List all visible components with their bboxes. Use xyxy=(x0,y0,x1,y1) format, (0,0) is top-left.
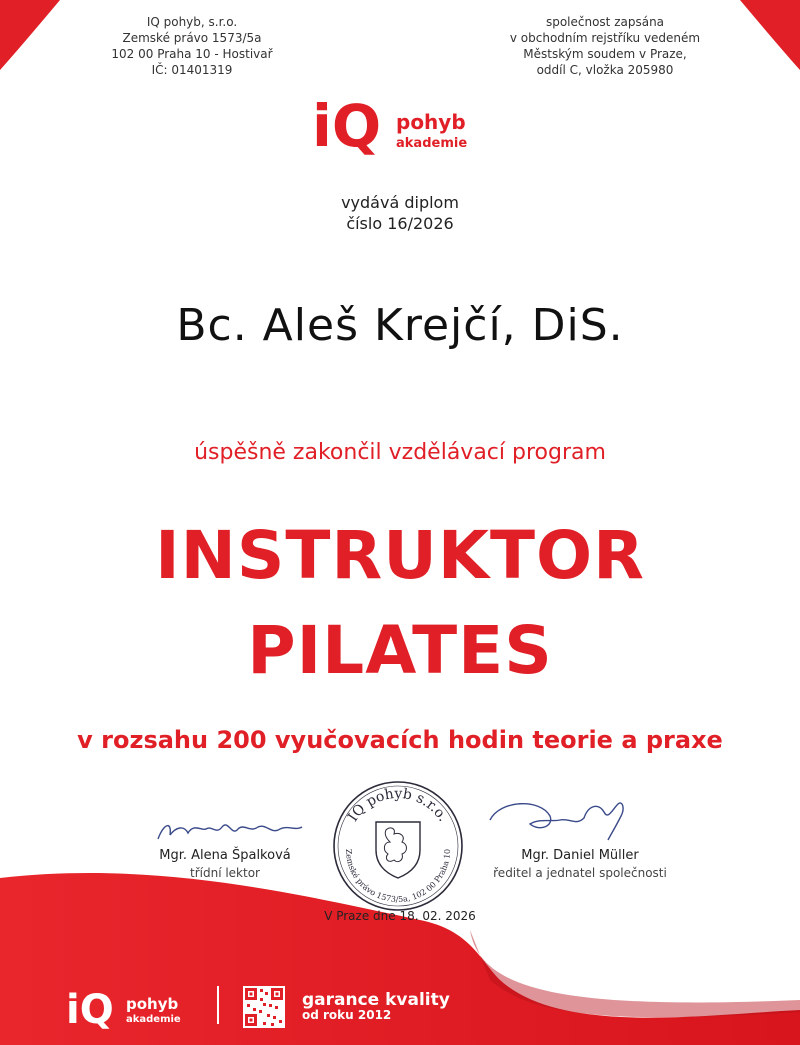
program-title-line-1: INSTRUKTOR xyxy=(155,517,645,594)
register-line-1: společnost zapsána xyxy=(545,15,665,29)
issuer-ic: IČ: 01401319 xyxy=(151,63,233,77)
register-line-2: v obchodním rejstříku vedeném xyxy=(509,31,701,45)
left-signature-scribble xyxy=(150,813,310,845)
quality-line-1: garance kvality xyxy=(302,990,450,1010)
issuer-street: Zemské právo 1573/5a xyxy=(122,31,262,45)
register-line-3: Městským soudem v Praze, xyxy=(523,47,687,61)
qr-code-icon[interactable] xyxy=(243,986,285,1028)
footer-logo-mark: iQ xyxy=(66,987,114,1029)
footer-logo-akademie: akademie xyxy=(126,1014,181,1025)
company-stamp xyxy=(328,778,468,913)
quality-guarantee xyxy=(302,990,450,1022)
iq-pohyb-akademie-logo xyxy=(312,96,492,162)
shield-icon xyxy=(376,822,420,878)
left-signer xyxy=(130,848,320,880)
left-signer-name: Mgr. Alena Špalková xyxy=(159,848,291,863)
quality-line-2: od roku 2012 xyxy=(302,1008,392,1022)
register-info xyxy=(500,14,710,78)
svg-text:IQ pohyb s.r.o. xyxy=(345,786,451,825)
logo-word-pohyb: pohyb xyxy=(396,110,466,134)
footer-logo xyxy=(66,985,196,1029)
footer-logo-pohyb: pohyb xyxy=(126,995,179,1013)
issuer-address xyxy=(92,14,292,78)
issue-date: V Praze dne 18. 02. 2026 xyxy=(324,909,476,923)
svg-text:Zemské právo 1573/5a, 102 00 P xyxy=(344,849,452,904)
program-scope: v rozsahu 200 vyučovacích hodin teorie a praxe xyxy=(77,726,723,754)
completion-statement: úspěšně zakončil vzdělávací program xyxy=(194,440,606,465)
right-signer-name: Mgr. Daniel Müller xyxy=(521,848,639,863)
right-signature-scribble xyxy=(480,796,640,842)
right-signer-role: ředitel a jednatel společnosti xyxy=(493,866,667,880)
top-left-corner-arc xyxy=(0,0,60,70)
logo-word-akademie: akademie xyxy=(396,136,468,151)
issuer-city: 102 00 Praha 10 - Hostivař xyxy=(111,47,273,61)
left-signer-role: třídní lektor xyxy=(190,866,260,880)
right-signer xyxy=(490,848,670,880)
lion-icon xyxy=(384,828,406,862)
issuer-company: IQ pohyb, s.r.o. xyxy=(146,15,238,29)
diploma-number: číslo 16/2026 xyxy=(346,214,454,233)
logo-mark: iQ xyxy=(312,96,382,160)
issues-diploma-text: vydává diplom xyxy=(341,193,459,212)
top-right-corner-arc xyxy=(740,0,800,70)
register-line-4: oddíl C, vložka 205980 xyxy=(536,63,674,77)
footer-separator xyxy=(217,986,219,1024)
stamp-top-text: IQ pohyb s.r.o. xyxy=(345,785,452,825)
stamp-bottom-text: Zemské právo 1573/5a, 102 00 Praha 10 xyxy=(343,848,453,905)
program-title-line-2: PILATES xyxy=(247,612,553,689)
recipient-name: Bc. Aleš Krejčí, DiS. xyxy=(176,300,624,351)
